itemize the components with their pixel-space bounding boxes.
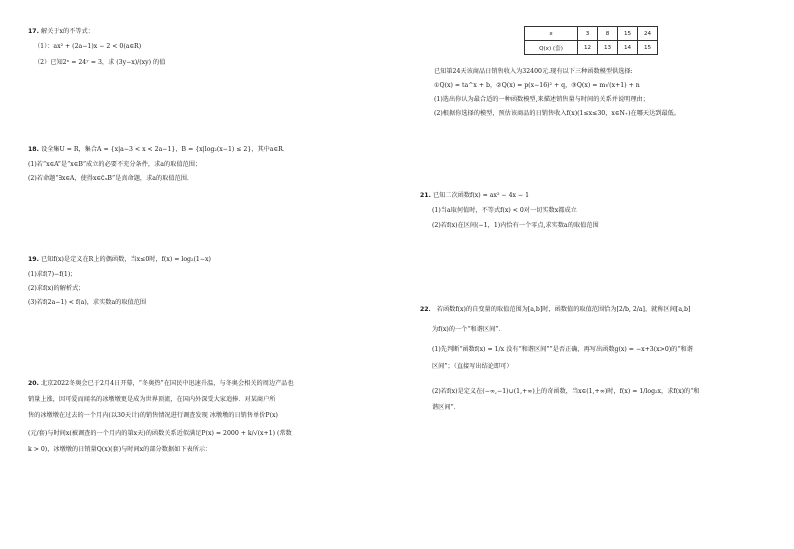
- problem-19-stem: [28, 256, 211, 264]
- table-cell: 13: [598, 41, 618, 55]
- problem-22-line2: 为f(x)的一个“和谐区间”．: [432, 326, 505, 333]
- problem-18-stem: [28, 146, 289, 154]
- problem-20-line4: (元/套)与时间x(被调查的一个月内的第x天)的函数关系近似满足P(x) = 2000 + k/√(x+1) (常数: [28, 430, 292, 437]
- problem-18-part1: (1)若“x∈A”是“x∈B”成立的必要不充分条件，求a的取值范围；: [28, 161, 202, 168]
- sales-table: [524, 26, 658, 55]
- problem-21-part2: (2)若f(x)在区间(−1，1)内恰有一个零点,求实数a的取值范围: [432, 222, 599, 229]
- problem-stem: 解关于x的不等式：: [40, 28, 94, 35]
- problem-number: 19.: [28, 256, 39, 263]
- problem-17-part1: （1）：ax² + (2a−1)x − 2 < 0(a∈R): [34, 43, 142, 50]
- problem-stem: 已知f(x)是定义在R上的偶函数，当x≤0时，f(x) = log₂(1−x): [40, 256, 211, 263]
- table-cell: 15: [618, 27, 638, 41]
- problem-20-line1: [28, 380, 294, 388]
- problem-number: 17.: [28, 28, 39, 35]
- problem-20-line2: 销量上涨，因可爱而闻名的冰墩墩更是成为世界顶流，在国内外深受大家追捧．对某商户所: [28, 396, 276, 403]
- problem-19-part3: (3)若f(2a−1) < f(a)，求实数a的取值范围: [28, 299, 147, 306]
- table-cell: 14: [618, 41, 638, 55]
- problem-20-text: 北京2022冬奥会已于2月4日开幕，“冬奥热”在国民中迅速升温，与冬奥会相关的周边产品也: [40, 380, 294, 387]
- problem-stem: 已知二次函数f(x) = ax² − 4x − 1: [432, 192, 530, 199]
- table-cell: 3: [578, 27, 598, 41]
- table-row: [525, 41, 658, 55]
- problem-number: 21.: [420, 192, 431, 199]
- problem-21-stem: [420, 192, 529, 200]
- problem-22-line4: 区间”；（直接写出结论即可）: [432, 363, 513, 370]
- table-row: [525, 27, 658, 41]
- problem-20-cont-line3: (1)选出你认为最合适的一种函数模型,来描述销售量与时间的关系并说明理由；: [434, 96, 649, 103]
- problem-22-line6: 谐区间”．: [432, 404, 460, 411]
- problem-number: 20.: [28, 380, 39, 387]
- table-cell: 24: [638, 27, 658, 41]
- table-cell: 15: [638, 41, 658, 55]
- problem-17-stem: [28, 28, 94, 36]
- problem-18-part2: (2)若命题“∃x∈A，使得x∈∁ᵤB”是真命题，求a的取值范围．: [28, 175, 194, 182]
- problem-22-line5: (2)若f(x)是定义在(−∞,−1)∪(1,+∞)上的奇函数，当x∈(1,+∞)时，f(x) = 1/log₂x，求f(x)的“和: [432, 388, 700, 395]
- problem-21-part1: (1)当a取何值时，不等式f(x) < 0对一切实数x都成立: [432, 207, 577, 214]
- problem-20-cont-line2: ①Q(x) = ta^x + b，②Q(x) = p(x−16)² + q，③Q(x) = m√(x+1) + n: [434, 82, 640, 89]
- problem-22-line1: [420, 306, 690, 314]
- problem-19-part2: (2)求f(x)的解析式；: [28, 285, 85, 292]
- problem-22-text: 若函数f(x)的自变量的取值范围为[a,b]时，函数值的取值范围恰为[2/b, 2/a]，就称区间[a,b]: [436, 306, 691, 313]
- problem-17-part2: （2）已知2ˣ = 24ʸ = 3，求 (3y−x)/(xy) 的值: [34, 59, 166, 66]
- problem-number: 18.: [28, 146, 39, 153]
- problem-19-part1: (1)求f(7)−f(1)；: [28, 271, 77, 278]
- problem-20-cont-line4: (2)根据你选择的模型，预估该商品的日销售收入f(x)(1≤x≤30，x∈N₊)在哪天达到最低。: [434, 110, 681, 117]
- problem-number: 22．: [420, 306, 435, 313]
- table-cell: 8: [598, 27, 618, 41]
- table-header-x: x: [525, 27, 578, 41]
- problem-22-line3: (1)先判断“函数f(x) = 1/x 没有“和谐区间””是否正确，再写出函数g(x) = −x+3(x>0)的“和谐: [432, 346, 693, 353]
- problem-20-line5: k > 0)，冰墩墩的日销量Q(x)(套)与时间x的部分数据如下表所示：: [28, 446, 212, 453]
- table-cell: 12: [578, 41, 598, 55]
- problem-20-line3: 售的冰墩墩在过去的一个月内(以30天计)的销售情况进行调查发现 冰墩墩的日销售单价P(x): [28, 412, 278, 419]
- table-header-q: Q(x) (套): [525, 41, 578, 55]
- problem-stem: 设全集U = R，集合A = {x|a−3 < x < 2a−1}，B = {x|log₂(x−1) ≤ 2}，其中a∈R．: [40, 146, 289, 153]
- problem-20-cont-line1: 已知第24天该商品日销售收入为32400元.现有以下三种函数模型供选择:: [434, 68, 633, 75]
